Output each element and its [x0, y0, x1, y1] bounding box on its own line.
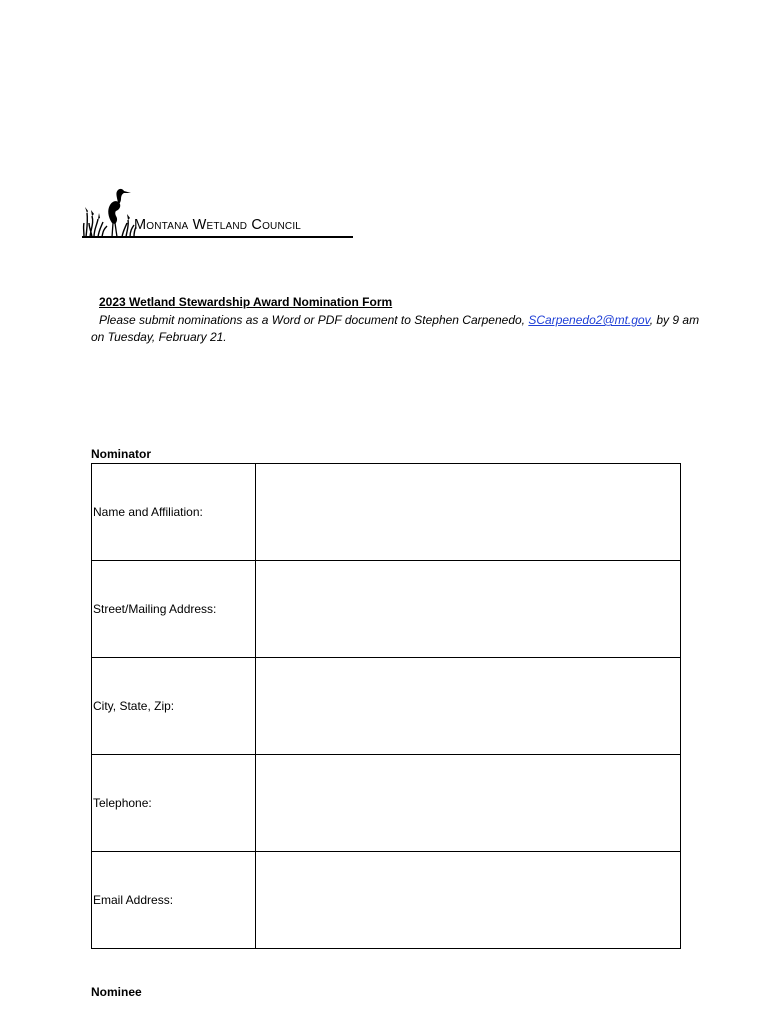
- email-link[interactable]: SCarpenedo2@mt.gov: [528, 313, 650, 327]
- name-affiliation-label: Name and Affiliation:: [92, 464, 256, 561]
- telephone-label: Telephone:: [92, 755, 256, 852]
- table-row: [92, 464, 681, 561]
- mailing-address-field[interactable]: [255, 561, 680, 658]
- email-address-field[interactable]: [255, 852, 680, 949]
- city-state-zip-label: City, State, Zip:: [92, 658, 256, 755]
- table-row: [92, 658, 681, 755]
- nominator-heading: Nominator: [91, 447, 151, 461]
- instructions-deadline: , by 9 am on Tuesday, February 21.: [91, 313, 700, 344]
- mailing-address-label: Street/Mailing Address:: [92, 561, 256, 658]
- nominator-table: [91, 463, 681, 949]
- montana-wetland-council-logo: [82, 183, 356, 241]
- table-row: [92, 561, 681, 658]
- table-row: [92, 852, 681, 949]
- email-address-label: Email Address:: [92, 852, 256, 949]
- form-title: 2023 Wetland Stewardship Award Nomination Form: [99, 295, 393, 309]
- submission-instructions: [91, 312, 701, 346]
- nominee-heading: Nominee: [91, 985, 142, 999]
- telephone-field[interactable]: [255, 755, 680, 852]
- name-affiliation-field[interactable]: [255, 464, 680, 561]
- logo-underline: [82, 236, 353, 238]
- logo-text: Montana Wetland Council: [134, 217, 302, 233]
- instructions-text: Please submit nominations as a Word or PDF document to Stephen Carpenedo,: [99, 313, 529, 327]
- city-state-zip-field[interactable]: [255, 658, 680, 755]
- heron-icon: [82, 183, 138, 239]
- table-row: [92, 755, 681, 852]
